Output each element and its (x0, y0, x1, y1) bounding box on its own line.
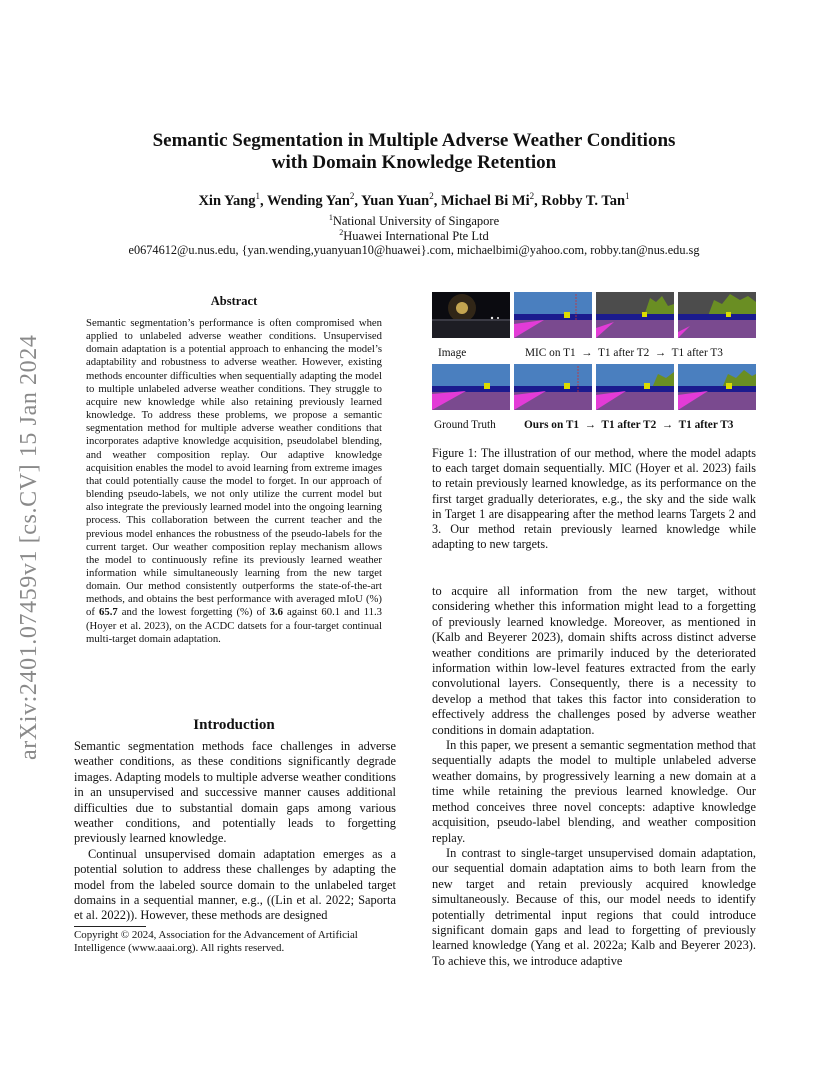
author-emails: e0674612@u.nus.edu, {yan.wending,yuanyuan10@huawei}.com, michaelbimi@yahoo.com, robby.tan@nus.edu.sg (128, 243, 700, 257)
input-night-image (432, 292, 510, 338)
right-paragraph-1: to acquire all information from the new target, without considering whether this information might lead to a forgetting of previously learned knowledge. Moreover, as mentioned in (Kalb and Beyerer 2023), domain shifts across distinct adverse weather conditions are primarily induced by the deteriorated information within low-level features extracted from the early convolutional layers. Consequently, there is a necessity to develop a method that takes this factor into consideration to effectively address the challenges posed by adverse weather conditions in domain adaptation. (432, 584, 756, 737)
introduction-body (74, 739, 396, 924)
footnote-rule (74, 926, 146, 927)
figure-caption: Figure 1: The illustration of our method, where the model adapts to each target domain sequentially. MIC (Hoyer et al. 2023) fails to retain previously learned knowledge, as its performance on the first target gradually deteriorates, e.g., the sky and the side walk in Target 1 are disappearing after the method learns Targets 2 and 3. Our method retain previously learned knowledge while adapting to new targets. (432, 446, 756, 552)
figure-row-1 (432, 292, 756, 338)
arxiv-identifier: arXiv:2401.07459v1 [cs.CV] 15 Jan 2024 (16, 334, 42, 760)
author-list: Xin Yang$^1$, Wending Yan$^2$, Yuan Yuan$^2$, Michael Bi Mi$^2$, Robby T. Tan$^1$ (198, 191, 630, 209)
figure-row-2 (432, 364, 756, 410)
segmentation-t1-after-t3 (678, 292, 756, 338)
affiliation-1: $^1$National University of Singapore (328, 213, 500, 229)
paper-title (60, 130, 768, 174)
segmentation-ours-t1-after-t2 (596, 364, 674, 410)
label-mic-sequence: MIC on T1 → T1 after T2 → T1 after T3 (525, 347, 723, 359)
title-line-1: Semantic Segmentation in Multiple Adverse Weather Conditions (152, 130, 676, 151)
label-ours-sequence: Ours on T1 → T1 after T2 → T1 after T3 (524, 419, 734, 431)
abstract-body: Semantic segmentation’s performance is often compromised when applied to unlabeled adverse weather conditions. Unsupervised domain adaptation is a potential approach to enhancing the model’s adaptability and robustness to adverse weather. However, existing methods encounter difficulties when sequentially adapting the model to multiple unlabeled adverse weather conditions. They struggle to acquire new knowledge while also retaining previously learned knowledge. To address these problems, we propose a semantic segmentation method for multiple adverse weather conditions that incorporates adaptive knowledge acquisition, pseudolabel blending, and weather composition replay. Our adaptive knowledge acquisition enables the model to avoid learning from extreme images that could potentially cause the model to forget. In our approach of blending pseudo-labels, we not only utilize the current model but also integrate the previously learned model into the ongoing learning process. This collaboration between the current teacher and the previous model enhances the robustness of the pseudo-labels for the current target. Our weather composition replay mechanism allows the model to continuously refine its previously learned weather information while simultaneously learning from the new target domain. Our method consistently outperforms the state-of-the-art methods, and obtains the best performance with averaged mIoU (%) of 65.7 and the lowest forgetting (%) of 3.6 against 60.1 and 11.3 (Hoyer et al. 2023), on the ACDC datsets for a four-target continual multi-target domain adaptation. (86, 317, 382, 645)
label-ground-truth: Ground Truth (434, 419, 496, 431)
title-line-2: with Domain Knowledge Retention (271, 152, 557, 173)
author: Robby T. Tan$^1$ (541, 191, 630, 209)
introduction-heading: Introduction (193, 717, 275, 733)
label-image: Image (438, 347, 467, 359)
affiliation-2: $^2$Huawei International Pte Ltd (339, 228, 489, 244)
intro-paragraph-2: Continual unsupervised domain adaptation emerges as a potential solution to address these challenges by adapting the model from the labeled source domain to the unlabeled target domains in a sequential manner, e.g., ((Lin et al. 2022; Saporta et al. 2022)). However, these methods are designed (74, 846, 396, 923)
segmentation-mic-t1 (514, 292, 592, 338)
author: Yuan Yuan$^2$ (361, 191, 434, 209)
author: Wending Yan$^2$ (267, 191, 355, 209)
copyright-notice: Copyright © 2024, Association for the Advancement of Artificial Intelligence (www.aaai.org). All rights reserved. (74, 929, 358, 954)
segmentation-ours-t1 (514, 364, 592, 410)
right-paragraph-3: In contrast to single-target unsupervised domain adaptation, our sequential domain adaptation aims to both learn from the new target and retain previously acquired knowledge simultaneously. Because of this, our model needs to identify potentially detrimental input regions that could introduce significant domain gaps and lead to forgetting of previously learned knowledge (Yang et al. 2022a; Kalb and Beyerer 2023). To achieve this, we introduce adaptive (432, 845, 756, 968)
ground-truth-segmentation (432, 364, 510, 410)
abstract-heading: Abstract (210, 294, 258, 308)
right-paragraph-2: In this paper, we present a semantic segmentation method that sequentially adapts the model to multiple unlabeled adverse weather domains, by progressively learning a new domain at a time while retaining the previous learned knowledge. Our method conceives three novel concepts: adaptive knowledge acquisition, pseudo-label blending, and weather composition replay. (432, 738, 756, 845)
segmentation-t1-after-t2 (596, 292, 674, 338)
author: Michael Bi Mi$^2$ (441, 191, 535, 209)
right-column-body (432, 584, 756, 969)
segmentation-ours-t1-after-t3 (678, 364, 756, 410)
author: Xin Yang$^1$ (198, 191, 261, 209)
intro-paragraph-1: Semantic segmentation methods face challenges in adverse weather conditions, as these conditions significantly degrade images. Adapting models to multiple adverse weather conditions in an unsupervised and successive manner causes additional difficulties due to substantial domain gaps among various weather conditions, and potentially leads to forgetting previously learned knowledge. (74, 739, 396, 846)
